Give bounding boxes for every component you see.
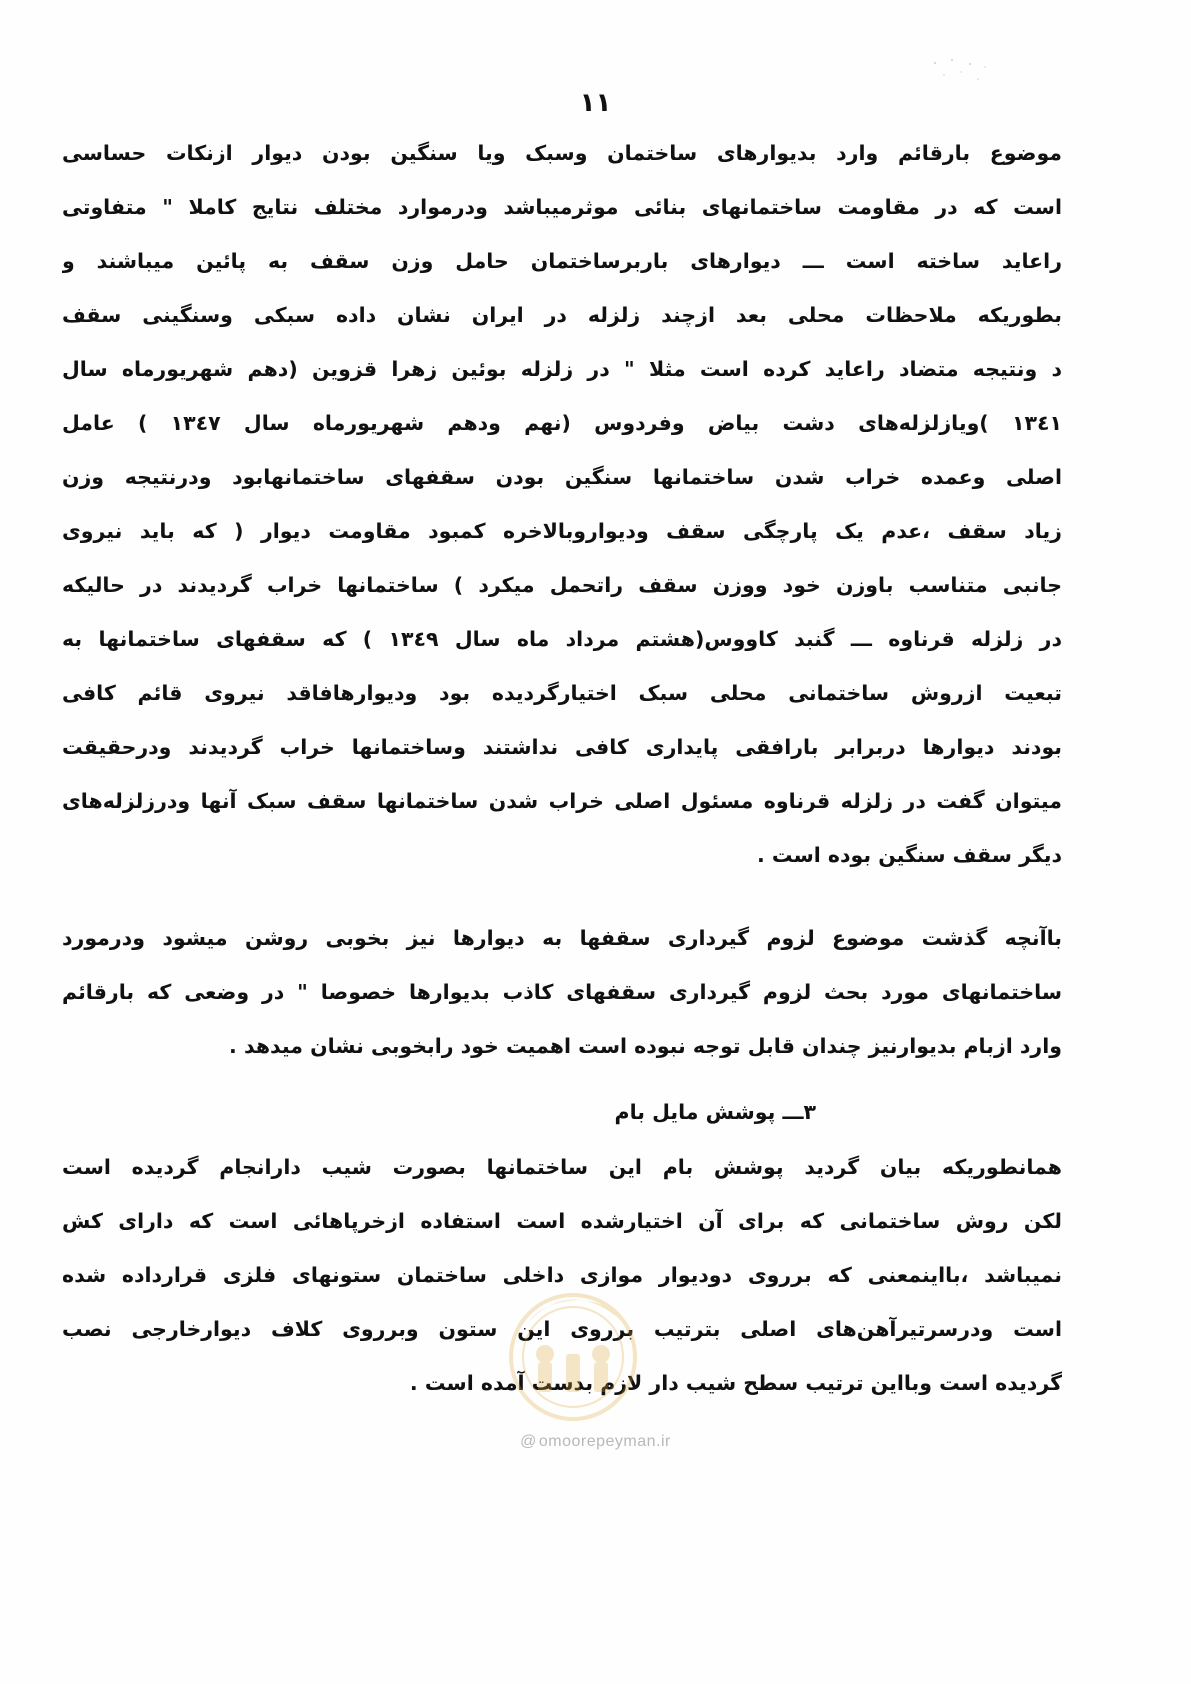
text-line: زیاد سقف ،عدم یک پارچگی سقف ودیواروبالاخره کمبود مقاومت دیوار ( که باید نیروی — [62, 519, 1062, 543]
watermark-logo — [458, 1262, 688, 1432]
text-line: وارد ازبام بدیوارنیز چندان قابل توجه نبوده است اهمیت خود رابخوبی نشان میدهد . — [229, 1034, 1062, 1058]
text-line: اصلی وعمده خراب شدن ساختمانها سنگین بودن سقفهای ساختمانهابود ودرنتیجه وزن — [62, 465, 1062, 489]
text-line: نمیباشد ،بااینمعنی که برروی دودیوار موازی داخلی ساختمان ستونهای فلزی قرارداده شده — [62, 1263, 1062, 1287]
text-line: همانطوریکه بیان گردید پوشش بام این ساختمانها بصورت شیب دارانجام گردیده است — [62, 1155, 1062, 1179]
text-line: ساختمانهای مورد بحث لزوم گیرداری سقفهای کاذب بدیوارها خصوصا " در وضعی که بارقائم — [62, 980, 1062, 1004]
text-line: بطوریکه ملاحظات محلی بعد ازچند زلزله در ایران نشان داده سبکی وسنگینی سقف — [62, 303, 1062, 327]
text-line: دیگر سقف سنگین بوده است . — [756, 843, 1062, 867]
text-line: است که در مقاومت ساختمانهای بنائی موثرمیباشد ودرموارد مختلف نتایج کاملا " متفاوتی — [62, 195, 1062, 219]
text-line: است ودرسرتیرآهن‌های اصلی بترتیب برروی این ستون وبرروی کلاف دیوارخارجی نصب — [62, 1317, 1062, 1341]
scan-specks — [930, 55, 990, 85]
text-line: جانبی متناسب باوزن خود ووزن سقف راتحمل میکرد ) ساختمانها خراب گردیدند در حالیکه — [62, 573, 1062, 597]
paragraph-1 — [62, 126, 1062, 882]
text-line: بودند دیوارها دربرابر بارافقی پایداری کافی نداشتند وساختمانها خراب گردیدند ودرحقیقت — [62, 735, 1062, 759]
page-number: ۱۱ — [579, 88, 612, 118]
text-line: ۱۳٤۱ )ویازلزله‌های دشت بیاض وفردوس (نهم ودهم شهریورماه سال ۱۳٤۷ ) عامل — [62, 411, 1062, 435]
text-line: تبعیت ازروش ساختمانی محلی سبک اختیارگردیده بود ودیوارهافاقد نیروی قائم کافی — [62, 681, 1062, 705]
text-line: باآنچه گذشت موضوع لزوم گیرداری سقفها به دیوارها نیز بخوبی روشن میشود ودرمورد — [62, 926, 1062, 950]
text-line: لکن روش ساختمانی که برای آن اختیارشده است استفاده ازخرپاهائی است که دارای کش — [62, 1209, 1062, 1233]
at-sign-icon: @ — [520, 1433, 537, 1450]
text-line: میتوان گفت در زلزله قرناوه مسئول اصلی خراب شدن ساختمانها سقف سبک آنها ودرزلزله‌های — [62, 789, 1062, 813]
text-line: موضوع بارقائم وارد بدیوارهای ساختمان وسبک ویا سنگین بودن دیوار ازنکات حساسی — [62, 141, 1062, 165]
text-line: در زلزله قرناوه ـــ گنبد کاووس(هشتم مرداد ماه سال ۱۳٤۹ ) که سقفهای ساختمانها به — [62, 627, 1062, 651]
text-line: گردیده است وبااین ترتیب سطح شیب دار لازم بدست آمده است . — [409, 1371, 1062, 1395]
watermark-url-text: omoorepeyman.ir — [538, 1433, 671, 1450]
section-heading: ۳ـــ پوشش مایل بام — [614, 1100, 816, 1124]
text-line: راعاید ساخته است ـــ دیوارهای باربرساختمان حامل وزن سقف به پائین میباشند و — [62, 249, 1062, 273]
paragraph-2 — [62, 911, 1062, 1073]
text-line: د ونتیجه متضاد راعاید کرده است مثلا " در زلزله بوئین زهرا قزوین (دهم شهریورماه سال — [62, 357, 1062, 381]
watermark-url — [0, 1433, 1191, 1451]
